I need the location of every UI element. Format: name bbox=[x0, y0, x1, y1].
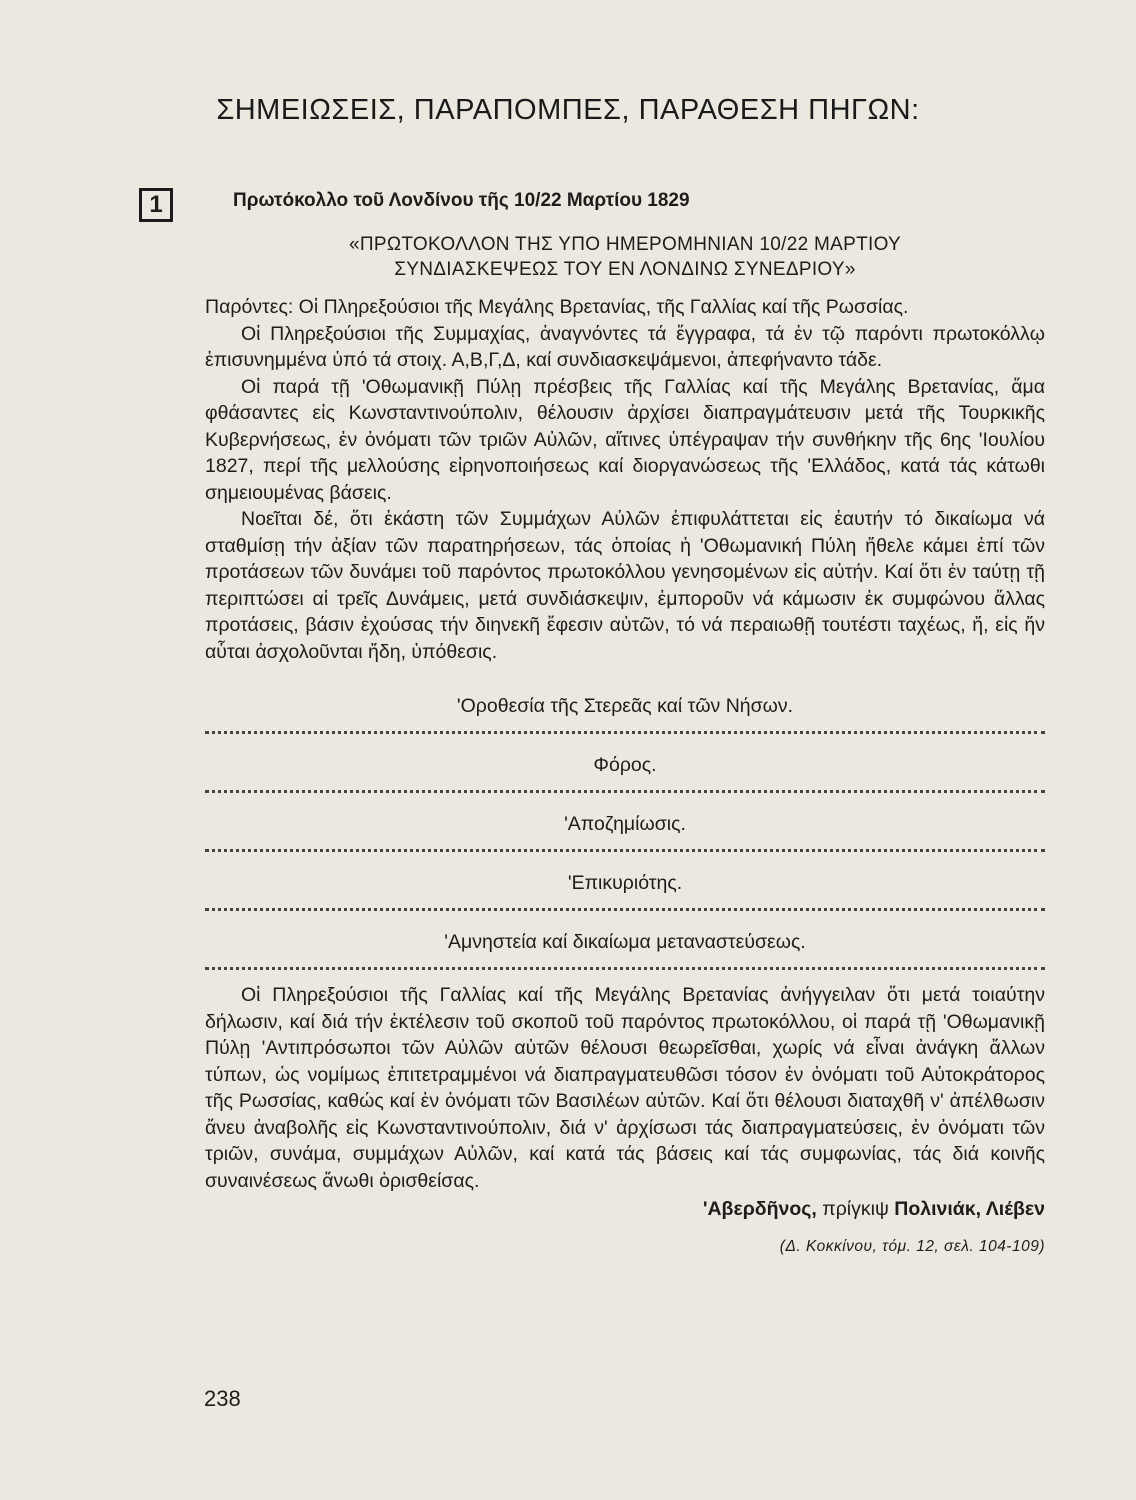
signatory-title: πρίγκιψ bbox=[816, 1198, 895, 1220]
omission-dots bbox=[205, 908, 1045, 911]
article-heading: 'Αποζημίωσις. bbox=[564, 813, 686, 835]
protocol-heading bbox=[205, 232, 1045, 282]
page-number: 238 bbox=[204, 1386, 241, 1411]
omission-dots bbox=[205, 731, 1045, 734]
section-subtitle: Πρωτόκολλο τοῦ Λονδίνου τῆς 10/22 Μαρτίου 1829 bbox=[233, 190, 690, 211]
article-heading: 'Αμνηστεία καί δικαίωμα μεταναστεύσεως. bbox=[444, 931, 806, 953]
source-citation: (Δ. Κοκκίνου, τόμ. 12, σελ. 104-109) bbox=[779, 1238, 1045, 1255]
paragraph-decision: Οἱ Πληρεξούσιοι τῆς Συμμαχίας, ἀναγνόντες τά ἔγγραφα, τά ἐν τῷ παρόντι πρωτοκόλλῳ ἐπισυνημμένα ὑπό τά στοιχ. Α,Β,Γ,Δ, καί συνδιασκεψάμενοι, ἀπεφήναντο τάδε. bbox=[205, 322, 1045, 371]
omission-dots bbox=[205, 790, 1045, 793]
protocol-heading-line-1: «ΠΡΩΤΟΚΟΛΛΟΝ ΤΗΣ ΥΠΟ ΗΜΕΡΟΜΗΝΙΑΝ 10/22 ΜΑΡΤΙΟΥ bbox=[348, 234, 902, 255]
omission-dots bbox=[205, 967, 1045, 970]
article-heading: 'Επικυριότης. bbox=[567, 872, 683, 894]
signatories bbox=[205, 1196, 1045, 1222]
paragraph-reservation: Νοεῖται δέ, ὅτι ἑκάστη τῶν Συμμάχων Αὐλῶν ἐπιφυλάττεται εἰς ἑαυτήν τό δικαίωμα νά σταθμίσῃ τήν ἀξίαν τῶν παρατηρήσεων, τάς ὁποίας ἡ 'Οθωμανική Πύλη ἤθελε κάμει ἐπί τῶν προτάσεων τῶν δυνάμει τοῦ παρόντος πρωτοκόλλου γενησομένων εἰς αὐτήν. Καί ὅτι ἐν ταύτῃ τῇ περιπτώσει αἱ τρεῖς Δυνάμεις, μετά συνδιάσκεψιν, ἐμποροῦν νά κάμωσιν ἐκ συμφώνου ἄλλας προτάσεις, βάσιν ἐχούσας τήν διηνεκῆ ἔφεσιν αὐτῶν, τό νά περαιωθῇ τουτέστι ταχέως, ἤ, εἰς ἥν αὗται ἀσχολοῦνται ἤδη, ὑπόθεσις. bbox=[205, 508, 1045, 663]
signatory-aberdeen: 'Αβερδῆνος, bbox=[702, 1198, 817, 1220]
paragraph-closing: Οἱ Πληρεξούσιοι τῆς Γαλλίας καί τῆς Μεγάλης Βρετανίας ἀνήγγειλαν ὅτι μετά τοιαύτην δήλωσιν, καί διά τήν ἐκτέλεσιν τοῦ σκοποῦ τοῦ παρόντος πρωτοκόλλου, οἱ παρά τῇ 'Οθωμανικῇ Πύλῃ 'Αντιπρόσωποι τῶν Αὐλῶν αὐτῶν θέλουσι θεωρεῖσθαι, χωρίς νά εἶναι ἀνάγκη ἄλλων τύπων, ὡς νομίμως ἐπιτετραμμένοι νά διαπραγματευθῶσι τόσον ἐν ὀνόματι τοῦ Αὐτοκράτορος τῆς Ρωσσίας, καθώς καί ἐν ὀνόματι τῶν Βασιλέων αὐτῶν. Καί ὅτι θέλουσι διαταχθῆ ν' ἀπέλθωσιν ἄνευ ἀναβολῆς εἰς Κωνσταντινούπολιν, διά ν' ἀρχίσωσι τάς διαπραγματεύσεις, ἐν ὀνόματι τῶν τριῶν, συνάμα, συμμάχων Αὐλῶν, καί κατά τάς βάσεις καί τάς συμφωνίας, τάς διά κοινῆς συναινέσεως ἄνωθι ὁρισθείσας. bbox=[205, 984, 1045, 1192]
article-heading: 'Οροθεσία τῆς Στερεᾶς καί τῶν Νήσων. bbox=[456, 695, 794, 717]
page-title: ΣΗΜΕΙΩΣΕΙΣ, ΠΑΡΑΠΟΜΠΕΣ, ΠΑΡΑΘΕΣΗ ΠΗΓΩΝ: bbox=[216, 94, 920, 126]
paragraph-attendees: Παρόντες: Οἱ Πληρεξούσιοι τῆς Μεγάλης Βρετανίας, τῆς Γαλλίας καί τῆς Ρωσσίας. bbox=[205, 296, 909, 318]
paragraph-ambassadors: Οἱ παρά τῇ 'Οθωμανικῇ Πύλῃ πρέσβεις τῆς Γαλλίας καί τῆς Μεγάλης Βρετανίας, ἅμα φθάσαντες εἰς Κωνσταντινούπολιν, θέλουσιν ἀρχίσει διαπραγμάτευσιν μετά τῆς Τουρκικῆς Κυβερνήσεως, ἐν ὀνόματι τῶν τριῶν Αὐλῶν, αἵτινες ὑπέγραψαν τήν συνθήκην τῆς 6ης 'Ιουλίου 1827, περί τῆς μελλούσης εἰρηνοποιήσεως καί διοργανώσεως τῆς 'Ελλάδος, κατά τάς κάτωθι σημειουμένας βάσεις. bbox=[205, 375, 1045, 504]
protocol-heading-line-2: ΣΥΝΔΙΑΣΚΕΨΕΩΣ ΤΟΥ ΕΝ ΛΟΝΔΙΝΩ ΣΥΝΕΔΡΙΟΥ» bbox=[394, 259, 856, 280]
article-heading: Φόρος. bbox=[593, 754, 657, 776]
document-body bbox=[205, 186, 1045, 1256]
omission-dots bbox=[205, 849, 1045, 852]
section-number-badge: 1 bbox=[139, 188, 173, 222]
signatory-polignac-lieven: Πολινιάκ, Λιέβεν bbox=[894, 1198, 1045, 1220]
